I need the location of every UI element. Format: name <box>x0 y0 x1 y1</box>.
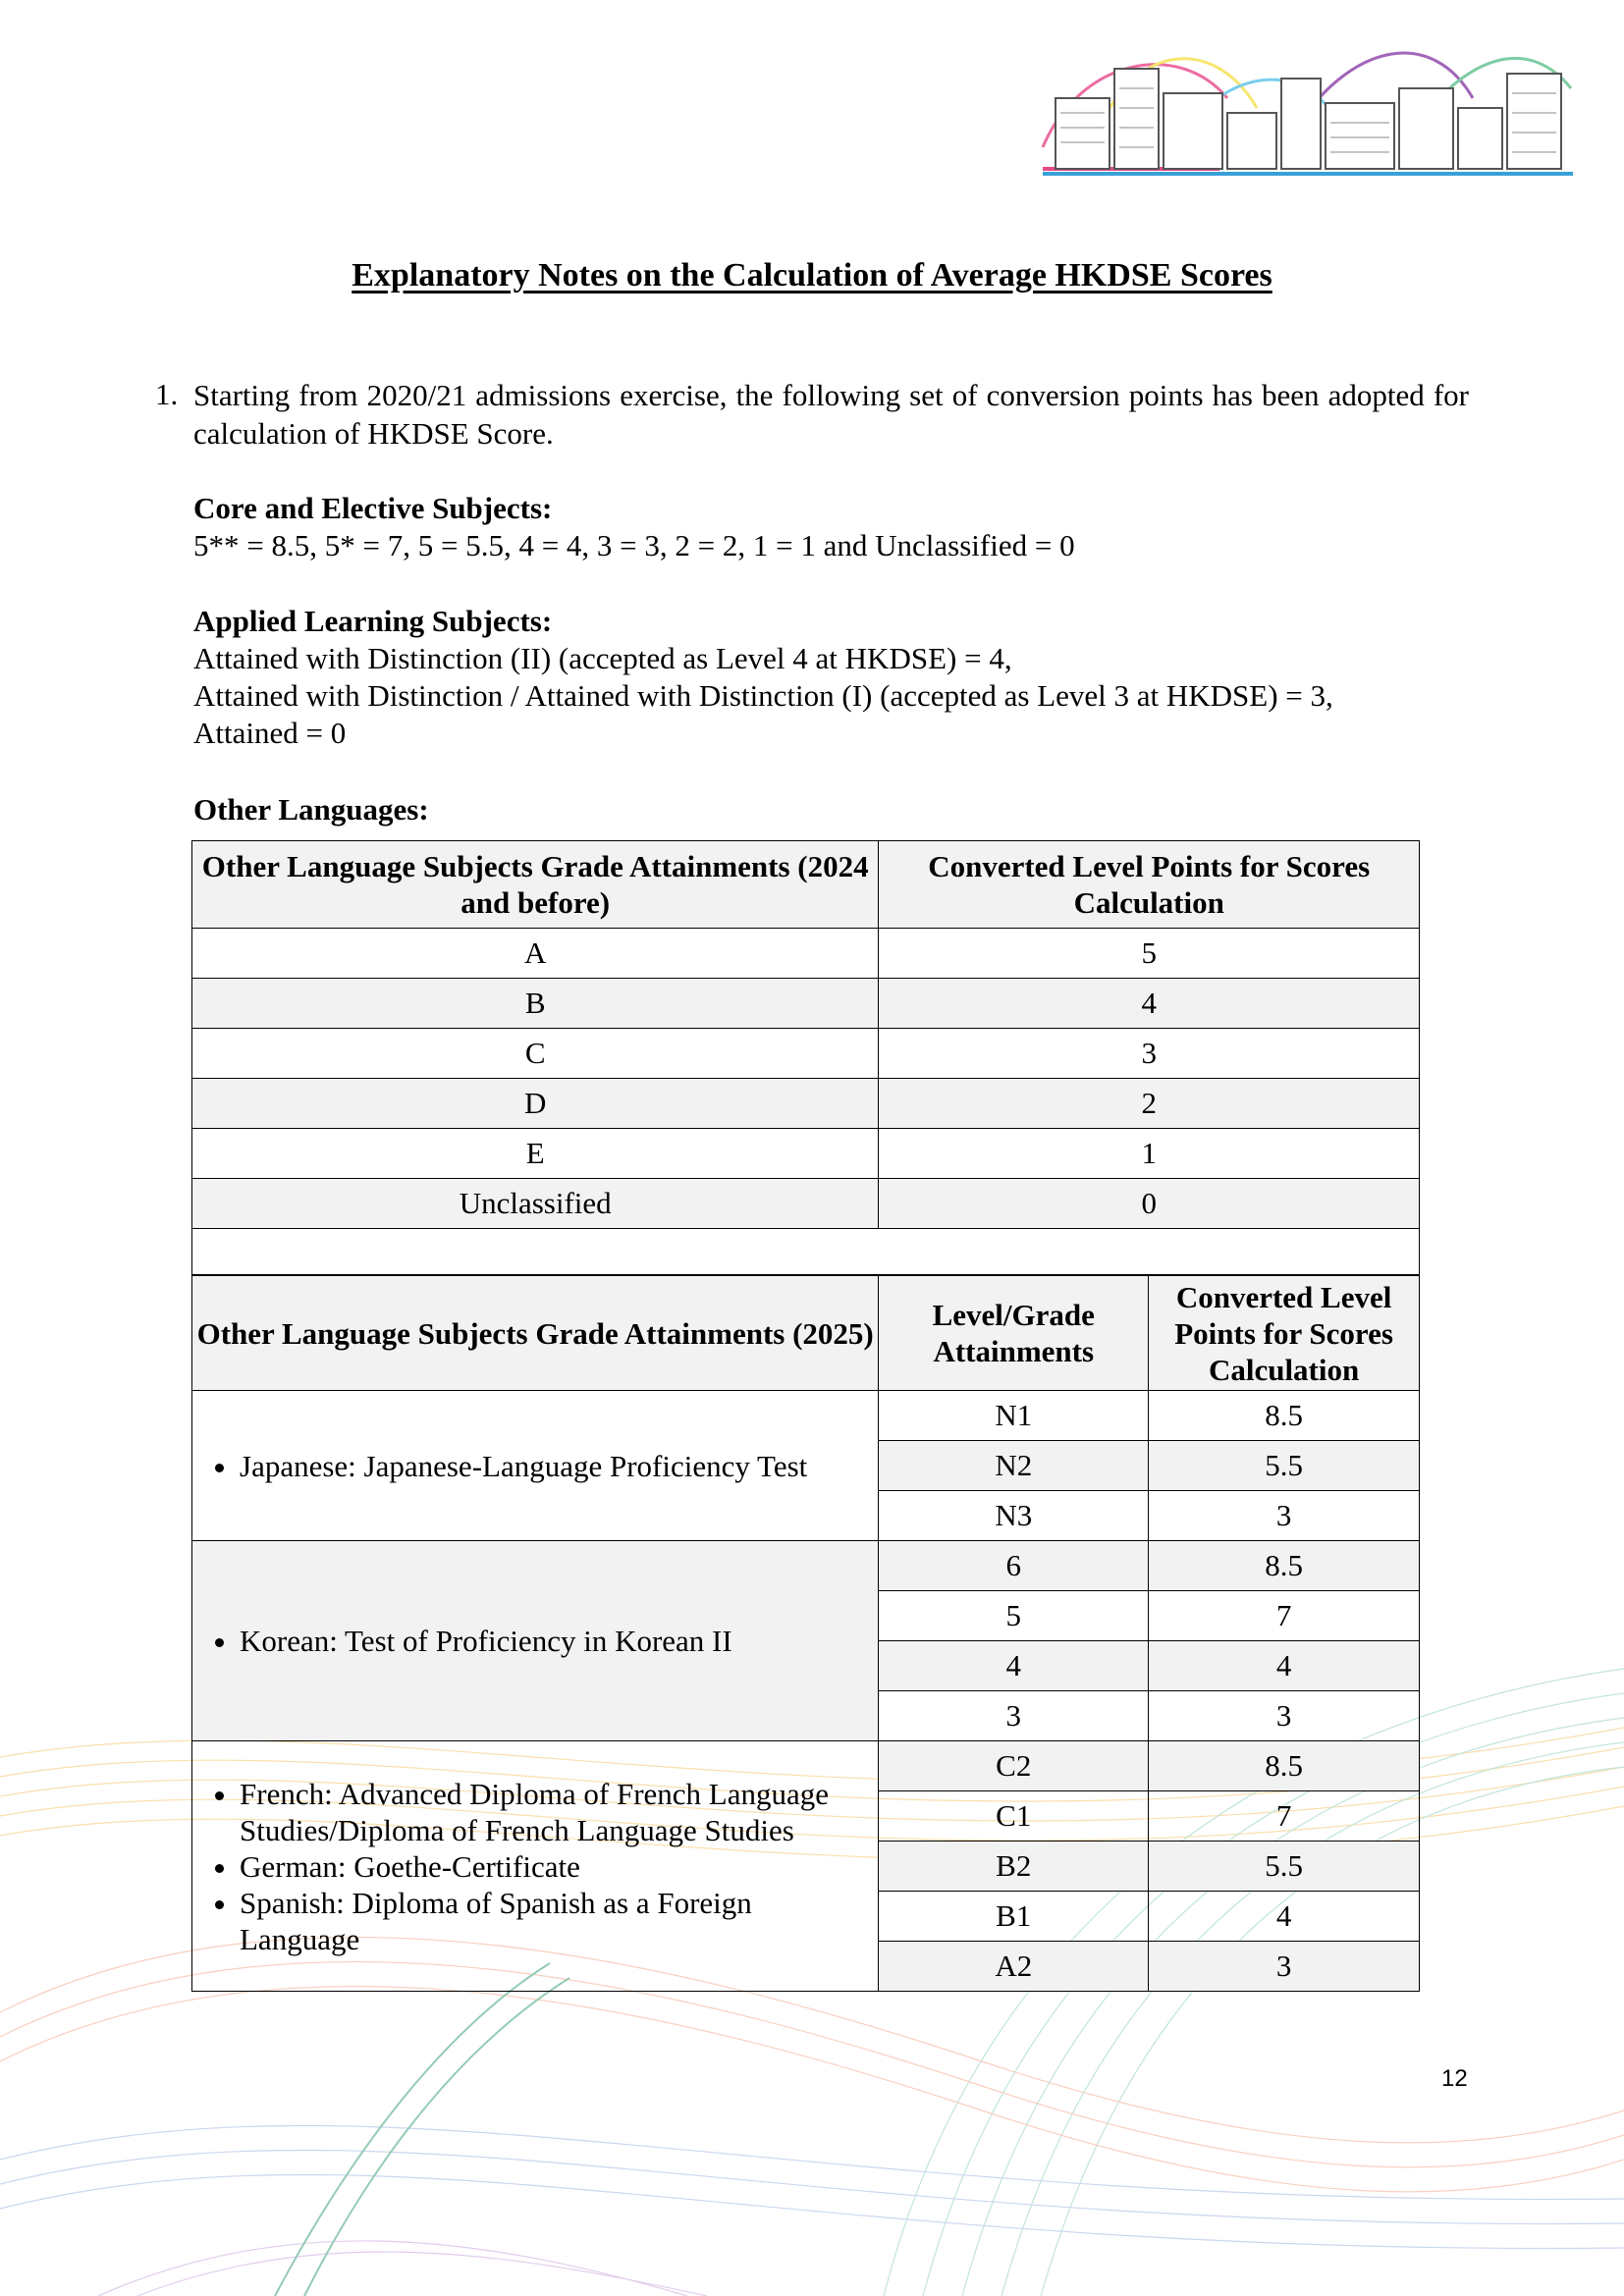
subject-item: • Spanish: Diploma of Spanish as a Foreign Language <box>240 1885 866 1957</box>
subject-item: • Korean: Test of Proficiency in Korean II <box>240 1623 866 1659</box>
t1-grade: C <box>192 1029 879 1079</box>
t2-points: 5.5 <box>1149 1842 1420 1892</box>
applied-line-3: Attained = 0 <box>193 716 347 750</box>
subject-item: • German: Goethe-Certificate <box>240 1848 866 1885</box>
applied-line-1: Attained with Distinction (II) (accepted as Level 4 at HKDSE) = 4, <box>193 641 1012 675</box>
t1-points: 5 <box>879 929 1420 979</box>
t1-grade: E <box>192 1129 879 1179</box>
table-row <box>192 1079 1420 1129</box>
t1-grade: Unclassified <box>192 1179 879 1229</box>
subject-cell-european <box>192 1741 879 1992</box>
intro-paragraph: Starting from 2020/21 admissions exercise, the following set of conversion points has been adopted for calculation of HKDSE Score. <box>193 378 1469 451</box>
t2-level: 5 <box>879 1591 1149 1641</box>
t2-level: B2 <box>879 1842 1149 1892</box>
t2-points: 3 <box>1149 1942 1420 1992</box>
t2-header-level: Level/Grade Attainments <box>879 1276 1149 1391</box>
t2-points: 3 <box>1149 1491 1420 1541</box>
table-row <box>192 1179 1420 1229</box>
table-row <box>192 1029 1420 1079</box>
t2-points: 5.5 <box>1149 1441 1420 1491</box>
table-2025 <box>191 1275 1420 1992</box>
table-row <box>192 1541 1420 1591</box>
t2-level: B1 <box>879 1892 1149 1942</box>
t2-level: N2 <box>879 1441 1149 1491</box>
t2-points: 7 <box>1149 1791 1420 1842</box>
t2-level: 4 <box>879 1641 1149 1691</box>
other-languages-heading: Other Languages: <box>193 792 429 827</box>
t1-points: 2 <box>879 1079 1420 1129</box>
page-number: 12 <box>1441 2065 1468 2092</box>
subject-item: • Japanese: Japanese-Language Proficiency Test <box>240 1448 866 1484</box>
t2-points: 8.5 <box>1149 1391 1420 1441</box>
t2-level: N3 <box>879 1491 1149 1541</box>
t2-level: N1 <box>879 1391 1149 1441</box>
t2-header-subject: Other Language Subjects Grade Attainments (2025) <box>192 1276 879 1391</box>
t2-level: 3 <box>879 1691 1149 1741</box>
subject-item: • French: Advanced Diploma of French Language Studies/Diploma of French Language Studies <box>240 1776 866 1848</box>
t2-points: 4 <box>1149 1892 1420 1942</box>
t2-points: 4 <box>1149 1641 1420 1691</box>
table-2024-and-before <box>191 840 1420 1229</box>
t1-grade: A <box>192 929 879 979</box>
table-row <box>192 979 1420 1029</box>
t2-level: 6 <box>879 1541 1149 1591</box>
applied-line-2: Attained with Distinction / Attained with Distinction (I) (accepted as Level 3 at HKDSE) = 3, <box>193 678 1333 713</box>
table-row <box>192 929 1420 979</box>
item-number: 1. <box>155 377 179 411</box>
t1-grade: B <box>192 979 879 1029</box>
core-text: 5** = 8.5, 5* = 7, 5 = 5.5, 4 = 4, 3 = 3, 2 = 2, 1 = 1 and Unclassified = 0 <box>193 528 1075 562</box>
t2-level: C1 <box>879 1791 1149 1842</box>
t1-header-grade: Other Language Subjects Grade Attainments (2024 and before) <box>192 841 879 929</box>
core-heading: Core and Elective Subjects: <box>193 491 553 525</box>
page-title: Explanatory Notes on the Calculation of Average HKDSE Scores <box>352 257 1272 294</box>
t1-points: 4 <box>879 979 1420 1029</box>
subject-cell-japanese <box>192 1391 879 1541</box>
t1-grade: D <box>192 1079 879 1129</box>
t1-points: 3 <box>879 1029 1420 1079</box>
t2-level: A2 <box>879 1942 1149 1992</box>
t1-points: 1 <box>879 1129 1420 1179</box>
t1-points: 0 <box>879 1179 1420 1229</box>
t2-points: 3 <box>1149 1691 1420 1741</box>
table-row <box>192 1741 1420 1791</box>
t2-points: 8.5 <box>1149 1741 1420 1791</box>
subject-cell-korean <box>192 1541 879 1741</box>
t1-header-points: Converted Level Points for Scores Calculation <box>879 841 1420 929</box>
t2-level: C2 <box>879 1741 1149 1791</box>
table-row <box>192 1129 1420 1179</box>
t2-header-points: Converted Level Points for Scores Calculation <box>1149 1276 1420 1391</box>
applied-heading: Applied Learning Subjects: <box>193 604 553 638</box>
table-row <box>192 1391 1420 1441</box>
t2-points: 8.5 <box>1149 1541 1420 1591</box>
t2-points: 7 <box>1149 1591 1420 1641</box>
table-spacer-row <box>191 1229 1420 1275</box>
